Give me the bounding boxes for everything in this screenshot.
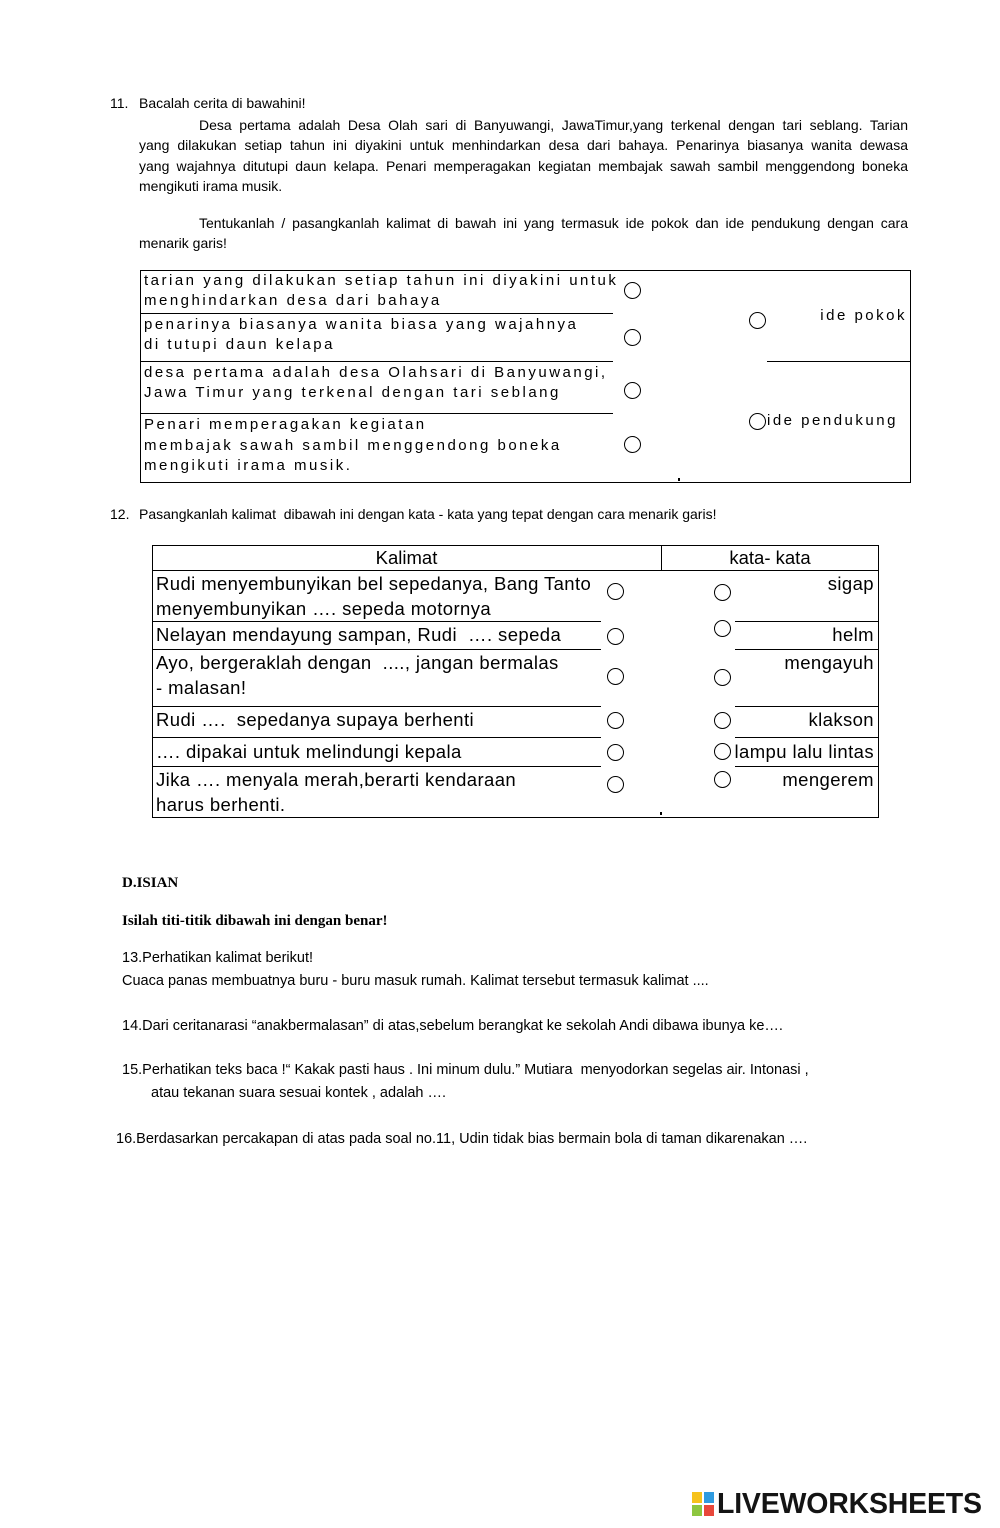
- q11-category-ide-pokok: ide pokok: [820, 307, 907, 324]
- q12-word-cell-4: [735, 706, 879, 738]
- logo-tile: [692, 1492, 702, 1503]
- q11-instruction: [139, 213, 908, 253]
- q12-word-connector-1[interactable]: [714, 584, 731, 601]
- q12-sentence-cell-1: [152, 570, 601, 622]
- word-label: lampu lalu lintas: [734, 741, 874, 762]
- q12-header-sentences: Kalimat: [152, 545, 662, 571]
- q11-sentence-connector-1[interactable]: [624, 282, 641, 299]
- q11-category-connector-ide-pokok[interactable]: [749, 312, 766, 329]
- sentence-line: menghindarkan desa dari bahaya: [144, 292, 442, 309]
- instruction-line: menarik garis!: [139, 235, 227, 251]
- word-label: mengerem: [782, 769, 874, 790]
- q12-sentence-cell-6: [152, 766, 601, 817]
- logo-tile: [704, 1492, 714, 1503]
- q12-sentence-connector-5[interactable]: [607, 744, 624, 761]
- story-line: mengikuti irama musik.: [139, 177, 283, 194]
- sentence-line: harus berhenti.: [156, 794, 286, 815]
- logo-tile: [704, 1505, 714, 1516]
- q11-story: [139, 115, 908, 196]
- liveworksheets-logo: LIVEWORKSHEETS: [717, 1488, 982, 1520]
- q12-sentence-cell-5: [152, 737, 601, 767]
- question-line: 14.Dari ceritanarasi “anakbermalasan” di atas,sebelum berangkat ke sekolah Andi dibawa ibunya ke….: [122, 1017, 783, 1034]
- question-14: [122, 1015, 783, 1038]
- q12-header-words: kata- kata: [661, 545, 879, 571]
- sentence-line: Rudi menyembunyikan bel sepedanya, Bang Tanto: [156, 573, 592, 594]
- sentence-line: penarinya biasanya wanita biasa yang wajahnya: [144, 316, 579, 333]
- section-d-title: D.ISIAN: [122, 875, 179, 891]
- word-label: sigap: [827, 573, 874, 594]
- logo-tile: [692, 1505, 702, 1516]
- story-line: yang dilakukan setiap tahun ini diyakini untuk menhindarkan desa dari bahaya. Penarinya biasanya wanita dewasa: [139, 137, 908, 154]
- stray-mark: [678, 478, 680, 481]
- sentence-line: Rudi …. sepedanya supaya berhenti: [156, 709, 475, 730]
- question-line: 16.Berdasarkan percakapan di atas pada soal no.11, Udin tidak bias bermain bola di taman dikarenakan ….: [116, 1130, 808, 1147]
- stray-mark: [660, 812, 662, 815]
- sentence-line: Penari memperagakan kegiatan: [144, 416, 427, 433]
- word-label: mengayuh: [784, 652, 874, 673]
- q11-sentence-cell-3: [140, 362, 613, 414]
- sentence-line: …. dipakai untuk melindungi kepala: [156, 741, 462, 762]
- q11-category-ide-pendukung: ide pendukung: [767, 412, 898, 429]
- question-line: atau tekanan suara sesuai kontek , adalah ….: [151, 1084, 447, 1101]
- sentence-line: membajak sawah sambil menggendong boneka: [144, 436, 562, 454]
- question-line: Cuaca panas membuatnya buru - buru masuk rumah. Kalimat tersebut termasuk kalimat ....: [122, 972, 709, 989]
- sentence-line: mengikuti irama musik.: [144, 457, 353, 474]
- q12-word-connector-5[interactable]: [714, 743, 731, 760]
- sentence-line: tarian yang dilakukan setiap tahun ini diyakini untuk: [144, 272, 619, 289]
- q12-sentence-connector-1[interactable]: [607, 583, 624, 600]
- question-line: 15.Perhatikan teks baca !“ Kakak pasti haus . Ini minum dulu.” Mutiara menyodorkan segelas air. Intonasi ,: [122, 1061, 809, 1078]
- q11-sentence-connector-4[interactable]: [624, 436, 641, 453]
- q11-sentence-connector-3[interactable]: [624, 382, 641, 399]
- sentence-line: - malasan!: [156, 677, 247, 698]
- q12-word-cell-2: [735, 621, 879, 650]
- q11-sentence-cell-4: [140, 413, 613, 482]
- q12-sentence-cell-2: [152, 621, 601, 650]
- q11-category-connector-ide-pendukung[interactable]: [749, 413, 766, 430]
- sentence-line: Nelayan mendayung sampan, Rudi …. sepeda: [156, 624, 562, 645]
- q12-word-connector-4[interactable]: [714, 712, 731, 729]
- q11-sentence-connector-2[interactable]: [624, 329, 641, 346]
- sentence-line: menyembunyikan …. sepeda motornya: [156, 598, 492, 619]
- sentence-line: desa pertama adalah desa Olahsari di Banyuwangi,: [144, 364, 608, 381]
- q12-sentence-cell-4: [152, 706, 601, 738]
- q12-word-cell-5: [735, 737, 879, 767]
- q11-sentence-cell-1: [140, 270, 619, 314]
- q12-sentence-connector-6[interactable]: [607, 776, 624, 793]
- q12-word-connector-3[interactable]: [714, 669, 731, 686]
- q12-sentence-connector-2[interactable]: [607, 628, 624, 645]
- question-line: 13.Perhatikan kalimat berikut!: [122, 949, 314, 966]
- q12-sentence-cell-3: [152, 649, 601, 707]
- q12-word-cell-3: [735, 649, 879, 707]
- q12-word-cell-6: [735, 766, 879, 817]
- word-label: helm: [832, 624, 874, 645]
- section-d-instruction: Isilah titi-titik dibawah ini dengan benar!: [122, 913, 388, 929]
- sentence-line: Jika …. menyala merah,berarti kendaraan: [156, 769, 517, 790]
- q12-prompt: Pasangkanlah kalimat dibawah ini dengan kata - kata yang tepat dengan cara menarik garis!: [139, 506, 717, 522]
- q12-word-connector-6[interactable]: [714, 771, 731, 788]
- q12-word-connector-2[interactable]: [714, 620, 731, 637]
- story-line: Desa pertama adalah Desa Olah sari di Banyuwangi, JawaTimur,yang terkenal dengan tari seblang. Tarian: [199, 117, 908, 133]
- q11-sentence-cell-2: [140, 314, 613, 362]
- instruction-line: Tentukanlah / pasangkanlah kalimat di bawah ini yang termasuk ide pokok dan ide pendukung dengan cara: [199, 215, 908, 231]
- question-13: [122, 947, 709, 993]
- sentence-line: di tutupi daun kelapa: [144, 336, 335, 353]
- liveworksheets-logo-icon: [692, 1492, 714, 1516]
- word-label: klakson: [808, 709, 874, 730]
- q12-sentence-connector-4[interactable]: [607, 712, 624, 729]
- q12-sentence-connector-3[interactable]: [607, 668, 624, 685]
- q12-word-cell-1: [735, 570, 879, 622]
- question-15: [122, 1059, 809, 1105]
- sentence-line: Jawa Timur yang terkenal dengan tari seblang: [144, 384, 561, 401]
- q11-prompt: Bacalah cerita di bawahini!: [139, 95, 306, 111]
- story-line: yang wajahnya ditutupi daun kelapa. Penari memperagakan kegiatan membajak sawah sambil menggendong boneka: [139, 157, 908, 174]
- sentence-line: Ayo, bergeraklah dengan ...., jangan bermalas: [156, 652, 559, 673]
- question-16: [116, 1128, 807, 1151]
- q12-number: 12.: [110, 506, 130, 522]
- q11-number: 11.: [110, 95, 129, 111]
- q11-category-divider: [767, 361, 911, 362]
